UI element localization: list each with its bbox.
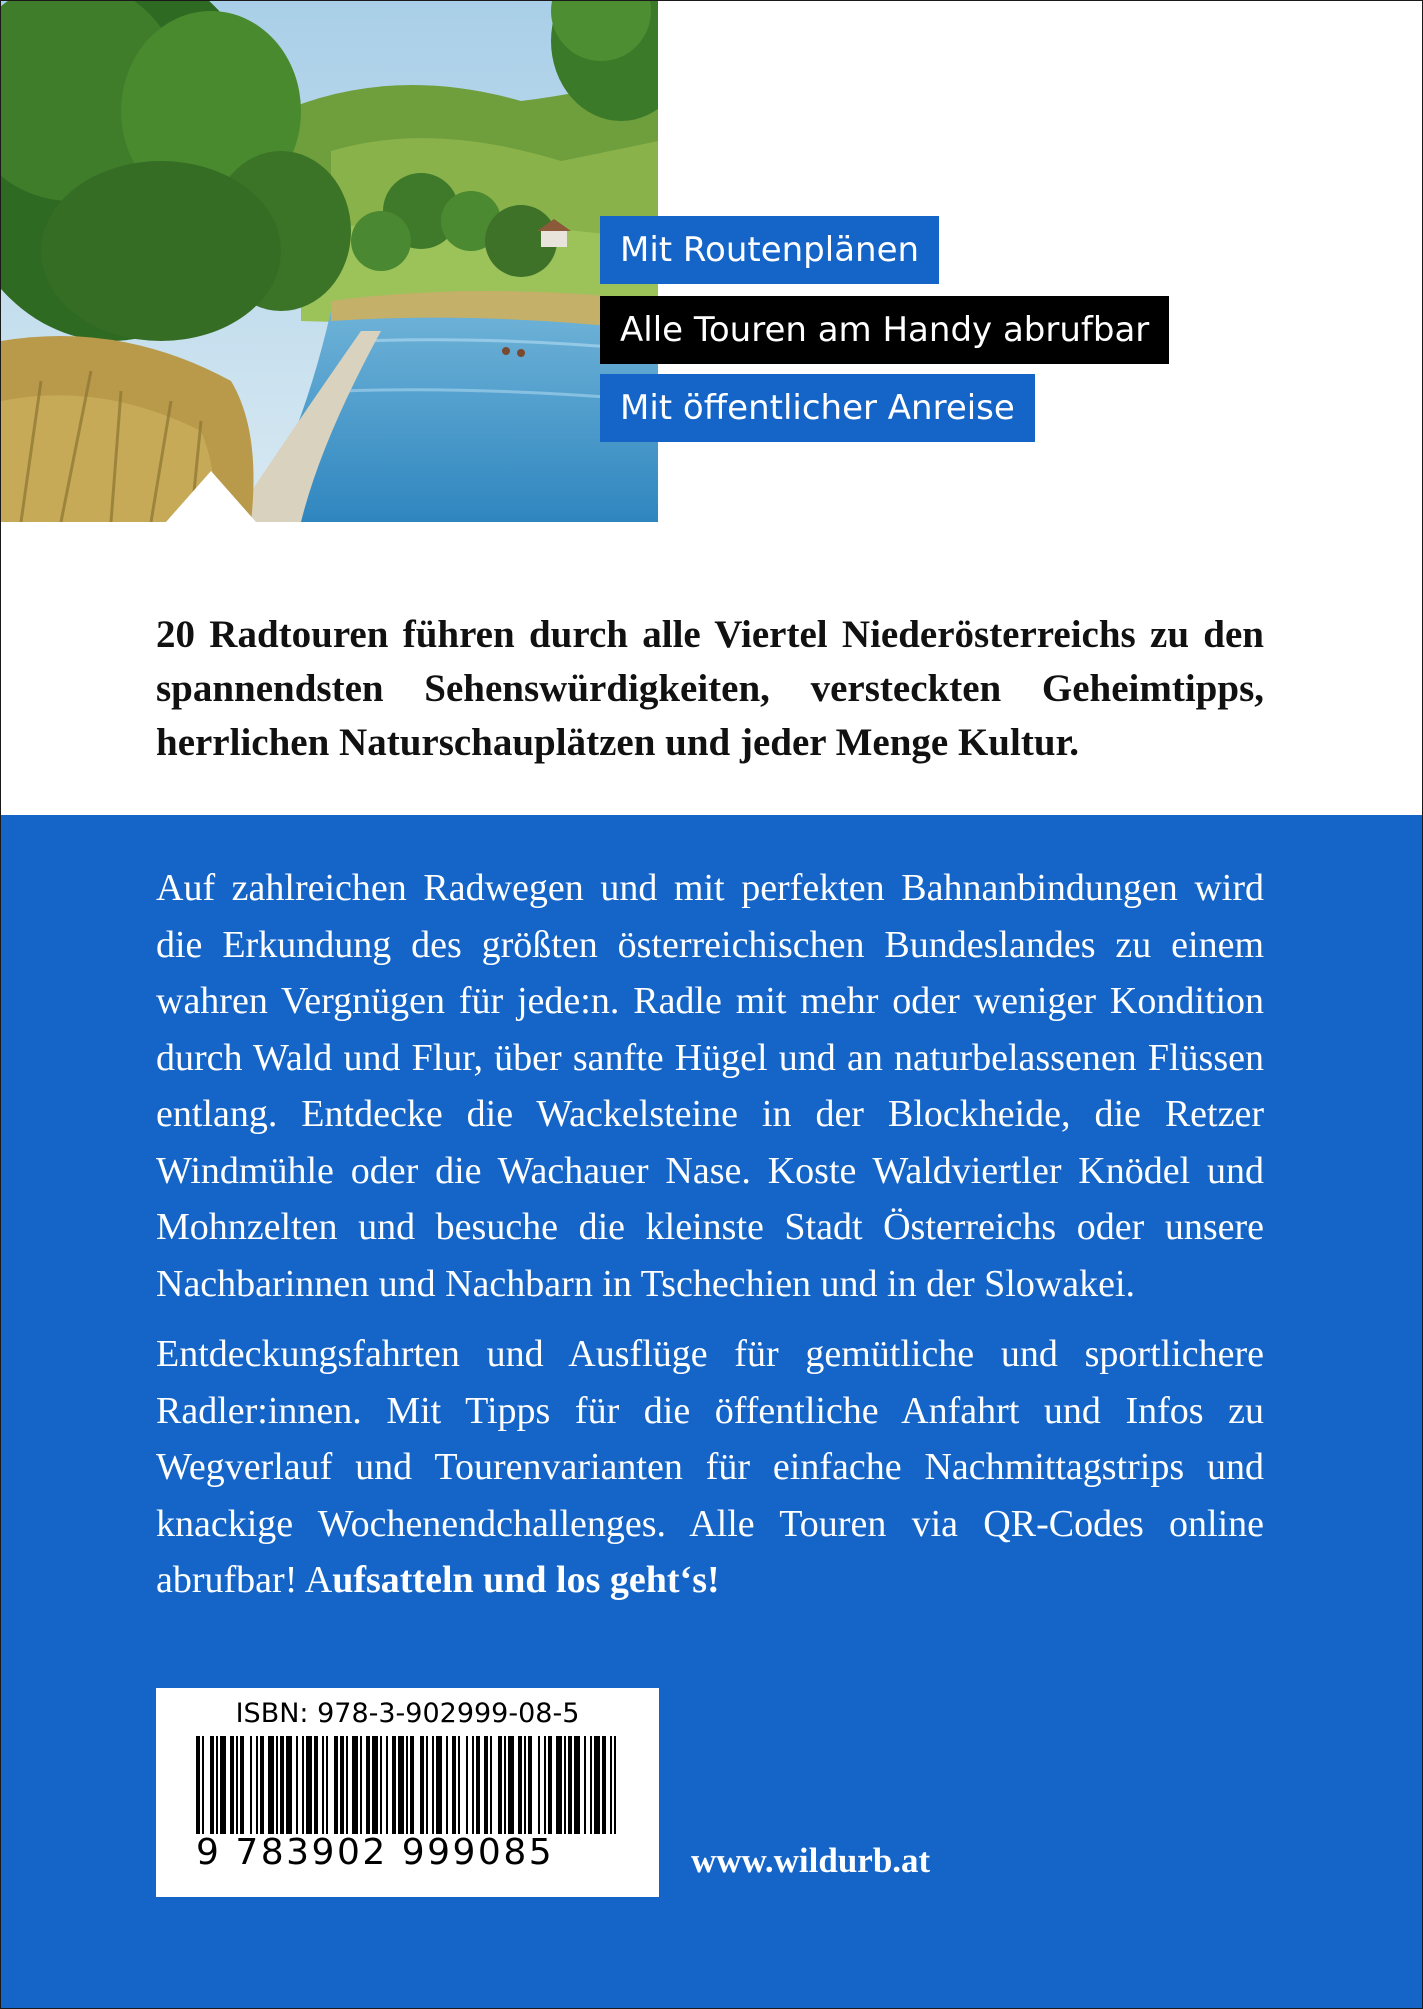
paragraph-2-highlight: ufsatteln und los geht‘s! — [332, 1559, 720, 1601]
intro-text: 20 Radtouren führen durch alle Viertel Niederösterreichs zu den spannendsten Sehenswürdigkeiten, versteckten Geheimtipps, herrlichen Naturschauplätzen und jeder Menge Kultur. — [156, 613, 1264, 764]
river-landscape-photo — [1, 1, 658, 522]
barcode-box — [156, 1688, 659, 1897]
description-paragraph-2 — [156, 1326, 1264, 1609]
badge-tours-on-phone: Alle Touren am Handy abrufbar — [600, 296, 1169, 364]
description-paragraph-1: Auf zahlreichen Radwegen und mit perfekten Bahnanbindungen wird die Erkundung des größten österreichischen Bundeslandes zu einem wahren Vergnügen für jede:n. Radle mit mehr oder weniger Kondition durch Wald und Flur, über sanfte Hügel und an naturbelassenen Flüssen entlang. Entdecke die Wackelsteine in der Blockheide, die Retzer Windmühle oder die Wachauer Nase. Koste Waldviertler Knödel und Mohnzelten und besuche die kleinste Stadt Österreichs oder unsere Nachbarinnen und Nachbarn in Tschechien und in der Slowakei. — [156, 867, 1264, 1305]
barcode-digits: 9 783902 999085 — [196, 1832, 555, 1873]
badge-route-plans: Mit Routenplänen — [600, 216, 939, 284]
website-url: www.wildurb.at — [691, 1841, 931, 1880]
badge-public-transport: Mit öffentlicher Anreise — [600, 374, 1035, 442]
isbn-label: ISBN: 978-3-902999-08-5 — [235, 1698, 580, 1729]
paragraph-2-text: Entdeckungsfahrten und Ausflüge für gemütliche und sportlichere Radler:innen. Mit Tipps für die öffentliche Anfahrt und Infos zu Wegverlauf und Tourenvarianten für einfache Nachmittagstrips und knackige Wochenendchallenges. Alle Touren via QR-Codes online abrufbar! A — [156, 1333, 1264, 1601]
barcode-icon — [196, 1736, 619, 1834]
